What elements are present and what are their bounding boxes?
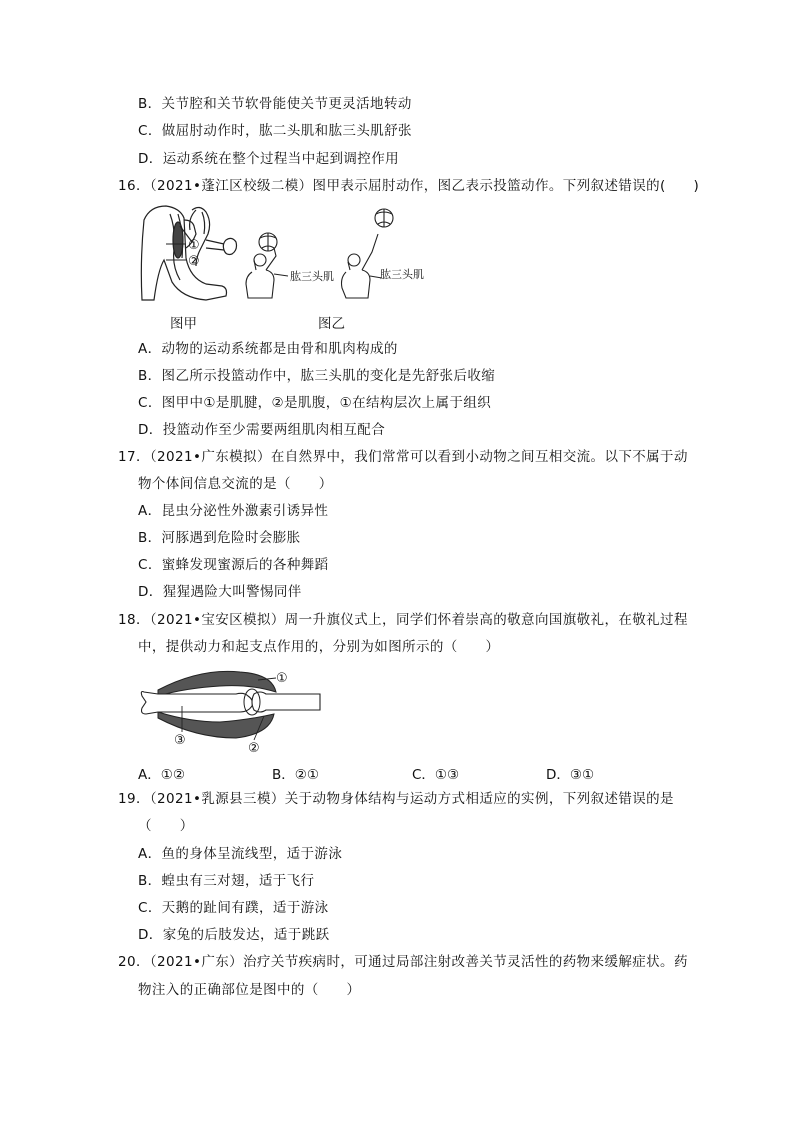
q17-option-d: D．猩猩遇险大叫警惕同伴 (138, 584, 302, 600)
q18-stem-line1: 18．（2021•宝安区模拟）周一升旗仪式上，同学们怀着崇高的敬意向国旗敬礼，在敬礼过程 (118, 612, 688, 628)
q15-option-b: B．关节腔和关节软骨能使关节更灵活地转动 (138, 96, 412, 112)
q16-figure (136, 200, 436, 312)
q16-stem: 16．（2021•蓬江区校级二模）图甲表示屈肘动作，图乙表示投篮动作。下列叙述错误的( ) (118, 178, 700, 194)
arm-flex-illustration (141, 206, 236, 300)
q16-label-triceps-b: 肱三头肌 (380, 268, 424, 281)
q17-option-b: B．河豚遇到危险时会膨胀 (138, 530, 301, 546)
q16-option-a: A．动物的运动系统都是由骨和肌肉构成的 (138, 341, 398, 357)
q15-option-c: C．做屈肘动作时，肱二头肌和肱三头肌舒张 (138, 123, 412, 139)
q16-option-b: B．图乙所示投篮动作中，肱三头肌的变化是先舒张后收缩 (138, 368, 496, 384)
q19-option-a: A．鱼的身体呈流线型，适于游泳 (138, 846, 343, 862)
q18-muscle-bone-figure (140, 666, 330, 756)
shooter-2-illustration (342, 209, 394, 298)
q15-option-d: D．运动系统在整个过程当中起到调控作用 (138, 151, 399, 167)
q19-option-b: B．蝗虫有三对翅，适于飞行 (138, 873, 315, 889)
q16-caption-b: 图乙 (318, 316, 345, 332)
q18-option-c: C．①③ (412, 767, 460, 783)
q18-stem-line2: 中，提供动力和起支点作用的，分别为如图所示的（ ） (138, 639, 500, 655)
q18-option-d: D．③① (546, 767, 595, 783)
q19-option-d: D．家兔的后肢发达，适于跳跃 (138, 927, 330, 943)
q17-option-c: C．蜜蜂发现蜜源后的各种舞蹈 (138, 557, 329, 573)
q19-stem-line2: （ ） (138, 818, 194, 834)
q16-label-2: ② (188, 254, 200, 269)
q19-option-c: C．天鹅的趾间有蹼，适于游泳 (138, 900, 329, 916)
q18-option-a: A．①② (138, 767, 185, 783)
q18-option-b: B．②① (272, 767, 319, 783)
q17-stem-line2: 物个体间信息交流的是（ ） (138, 476, 333, 492)
q20-stem-line2: 物注入的正确部位是图中的（ ） (138, 982, 361, 998)
q18-label-1: ① (276, 671, 288, 686)
q16-option-d: D．投篮动作至少需要两组肌肉相互配合 (138, 422, 386, 438)
q16-label-triceps-a: 肱三头肌 (290, 270, 334, 283)
q17-stem-line1: 17．（2021•广东模拟）在自然界中，我们常常可以看到小动物之间互相交流。以下不属于动 (118, 449, 688, 465)
q17-option-a: A．昆虫分泌性外激素引诱异性 (138, 503, 329, 519)
q16-label-1: ① (188, 238, 200, 253)
left-bone (141, 692, 252, 715)
q18-label-2: ② (248, 741, 260, 756)
q19-stem-line1: 19．（2021•乳源县三模）关于动物身体结构与运动方式相适应的实例，下列叙述错误的是 (118, 791, 674, 807)
shooter-1-illustration (246, 233, 288, 298)
q16-option-c: C．图甲中①是肌腱，②是肌腹，①在结构层次上属于组织 (138, 395, 492, 411)
q16-caption-a: 图甲 (170, 316, 197, 332)
right-bone (252, 692, 320, 712)
q20-stem-line1: 20．（2021•广东）治疗关节疾病时，可通过局部注射改善关节灵活性的药物来缓解症状。药 (118, 954, 688, 970)
q18-label-3: ③ (174, 733, 186, 748)
